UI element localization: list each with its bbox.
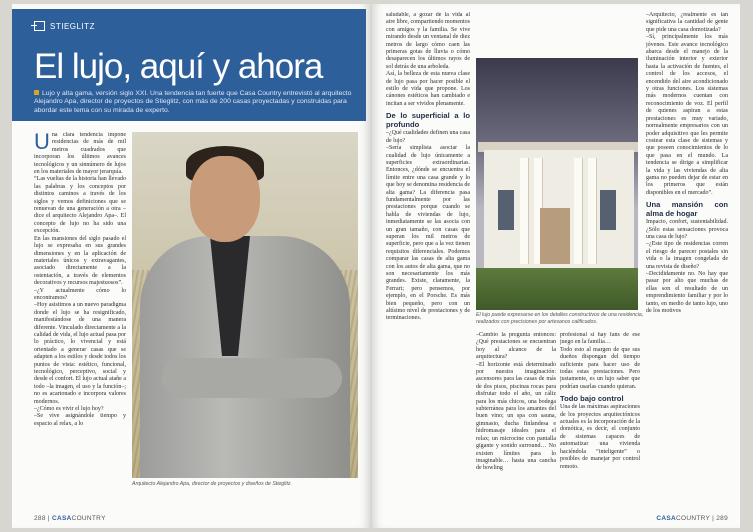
answer: –Se vive asignándole tiempo y espacio al relax, a lo — [34, 413, 126, 427]
column — [588, 158, 596, 264]
subheading: Una mansión con alma de hogar — [646, 200, 728, 219]
paragraph: Una de las máximas aspiraciones de los proyectos arquitectónicos actuales es la incorporación de la domótica, es decir, el conjunto de sistemas capaces de automatizar una vivienda haciéndola “inteligente” o posibles de manejar por control remoto. — [560, 404, 640, 470]
section-label — [34, 21, 95, 31]
paragraph: “Las vueltas de la historia han llevado las palabras y los conceptos por distintos caminos a través de los siglos y vemos definiciones que se renuevan de una generación a otra –dice el arquitecto Alejandro Apa–. El concepto de lujo no ha sido una excepción. — [34, 176, 126, 235]
right-page — [372, 4, 740, 528]
right-folio: CASACOUNTRY | 289 — [656, 515, 728, 522]
photo-caption: El lujo puede expresarse en los detalles constructivos de una residencia, realizados con precisiones por artesanos calificados. — [476, 312, 644, 325]
lawn — [476, 268, 638, 310]
page-number: 288 — [34, 515, 46, 522]
arrow-box-icon — [34, 21, 45, 31]
magazine-name: CASA — [656, 515, 677, 522]
right-column-1 — [386, 12, 470, 512]
bullet-square-icon — [34, 90, 39, 95]
answer: –Decididamente no. No hay que pasar por alto que muchas de ellas son el resultado de un emprendimiento familiar y por lo tanto, en medio de tanto lujo, uno de los motivos — [646, 271, 728, 315]
question: –¿Qué cualidades definen una casa de lujo? — [386, 130, 470, 144]
paragraph: Impacto, confort, sustentabilidad. ¿Sólo estas sensaciones provoca una casa de lujo? — [646, 219, 728, 240]
right-column-2b — [560, 332, 640, 512]
header-band — [12, 9, 366, 121]
column — [574, 158, 582, 264]
headline: El lujo, aquí y ahora — [34, 47, 323, 86]
left-column-1 — [34, 132, 126, 506]
photo-caption: Arquitecto Alejandro Apa, director de proyectos y diseños de Stieglitz. — [132, 481, 292, 487]
crossed-arms — [162, 358, 342, 398]
answer: –El horizonte está determinado por nuestra imaginación: ascensores para las casas de más de dos pisos, piscinas rocas para disfrutar todo el año, un cáliz para los más chicos, una bodega subterránea para los amantes del buen vino; un spa con sauna, gimnasio, ducha finlandesa e hidromasaje ideales para el relax; un microcine con pantalla gigante y sonido surround… No existen límites para lo imaginable… hasta una cancha de bowling — [476, 361, 556, 472]
portrait-photo — [132, 132, 358, 478]
paragraph: En las mansiones del siglo pasado el lujo se expresaba en sus grandes dimensiones y en la aplicación de materiales únicos y extravagantes, asociado directamente a la ostentación, a través de elementos decorativos y recursos majestuosos”. — [34, 235, 126, 287]
question: –¿Cómo es vivir el lujo hoy? — [34, 406, 104, 413]
dek-text: Lujo y alta gama, versión siglo XXI. Una tendencia tan fuerte que Casa Country entrevistó al arquitecto Alejandro Apa, director de proyectos de Stieglitz, con más de 200 casas proyectadas y construidas para abordar este tema con su mirada de experto. — [34, 90, 352, 114]
magazine-name-suffix: COUNTRY — [676, 515, 711, 522]
paragraph: saludable, a gozar de la vida al aire libre, compartiendo momentos con amigos y la familia. Se vive mirando desde un ventanal de diez metros de largo cómo caen las primeras gotas de lluvia o cómo desaparecen los últimos rayos de sol detrás de una arboleda. — [386, 12, 470, 70]
magazine-name: CASA — [51, 515, 72, 522]
answer: –Sí, principalmente los más jóvenes. Este avance tecnológico abarca desde el manejo de la iluminación interior y exterior hasta la activación de fuentes, el control de los accesos, el encendido del aire acondicionado y otras funciones. Los sistemas más modernos cuentan con reconocimiento de voz. El perfil de quienes aspiran a estas prestaciones es muy variado, normalmente empresarios con un poder adquisitivo que les permite costear esta clase de sistemas y que poseen conocimientos de lo que pasa en el mundo. La tendencia se dirige a simplificar la vida y las viviendas de alta gama no pueden dejar de estar en los primeros que están disponibles en el mercado”. — [646, 34, 728, 196]
section-name: STIEGLITZ — [50, 21, 95, 31]
paragraph: Así, la belleza de esta nueva clase de lujo pasa por hacer posible el estilo de vida que propone. Los cánones estéticos han cambiado e incitan a ser vividos plenamente. — [386, 71, 470, 107]
answer: profesional si hay fans de ese juego en la familia… — [560, 332, 640, 346]
question: –Arquitecto, ¿realmente es tan significativa la cantidad de gente que pide una casa domotizada? — [646, 12, 728, 33]
dropcap: U — [34, 132, 50, 154]
subheading: Todo bajo control — [560, 394, 624, 404]
answer: –Sería simplista asociar la cualidad de lujo únicamente a superficies extraordinarias. Entonces, ¿dónde se encuentra el límite entre una casa grande y lo que hoy se denomina residencia de alta gama? La diferencia pasa fundamentalmente por las prestaciones porque cuando se habla de viviendas de lujo, inmediatamente se las asocia con un gran tamaño, con casas que superan los mil metros de superficie, pero que a la vez tienen requisitos diferenciales. Podemos comparar las casas de alta gama con los autos de alta gama, que no son necesariamente los más grandes. Existe, claramente, la Ferrari; pero pensemos, por ejemplo, en el Porsche. Es más bien pequeño, pero con un altísimo nivel de prestaciones y de terminaciones. — [386, 145, 470, 322]
question: –¿Este tipo de residencias corren el riesgo de parecer postales sin vida o la imagen congelada de una revista de diseño? — [646, 241, 728, 270]
question: –¿Y actualmente cómo lo encontramos? — [34, 287, 126, 301]
window — [600, 190, 616, 230]
intro-paragraph: na clara tendencia impone residencias de más de mil metros cuadrados que incorporan los últimos avances tecnológicos y un sinnúmero de lujos en los materiales de mayor jerarquía. — [34, 132, 126, 176]
left-page — [12, 4, 370, 528]
magazine-name-suffix: COUNTRY — [71, 515, 106, 522]
subheading: De lo superficial a lo profundo — [386, 111, 470, 130]
page-number: 289 — [716, 515, 728, 522]
face — [190, 156, 260, 242]
dek — [34, 90, 364, 115]
right-column-3 — [646, 12, 728, 512]
left-folio: 288 | CASACOUNTRY — [34, 515, 106, 522]
paragraph: Todo esto al margen de que sus dueños dispongan del tiempo suficiente para hacer uso de todas estas prestaciones. Pero justamente, es un lujo saber que podrían usarlas cuando quieran. — [560, 346, 640, 390]
question: –Cambio la pregunta entonces: ¿Qué prestaciones se encuentran hoy al alcance de la arquitectura? — [476, 332, 556, 361]
right-column-2 — [476, 332, 556, 512]
door — [540, 208, 570, 264]
answer: –Hoy asistimos a un nuevo paradigma donde el lujo se ha resignificado, manifestándose de una manera diferente. Vinculado directamente a la calidad de vida, el lujo actual pasa por lo práctico, lo vivencial y está orientado a generar casas que se adapten a los estilos y desde todos los puntos de vista: estético, funcional, tecnológico, perceptivo, social y desde el confort. El lujo actual atañe a todo –la imagen, el uso y la función–; no es acartonado e incorpora valores modernos. — [34, 302, 126, 405]
window — [498, 190, 514, 230]
house-photo — [476, 58, 638, 310]
column — [520, 158, 528, 264]
